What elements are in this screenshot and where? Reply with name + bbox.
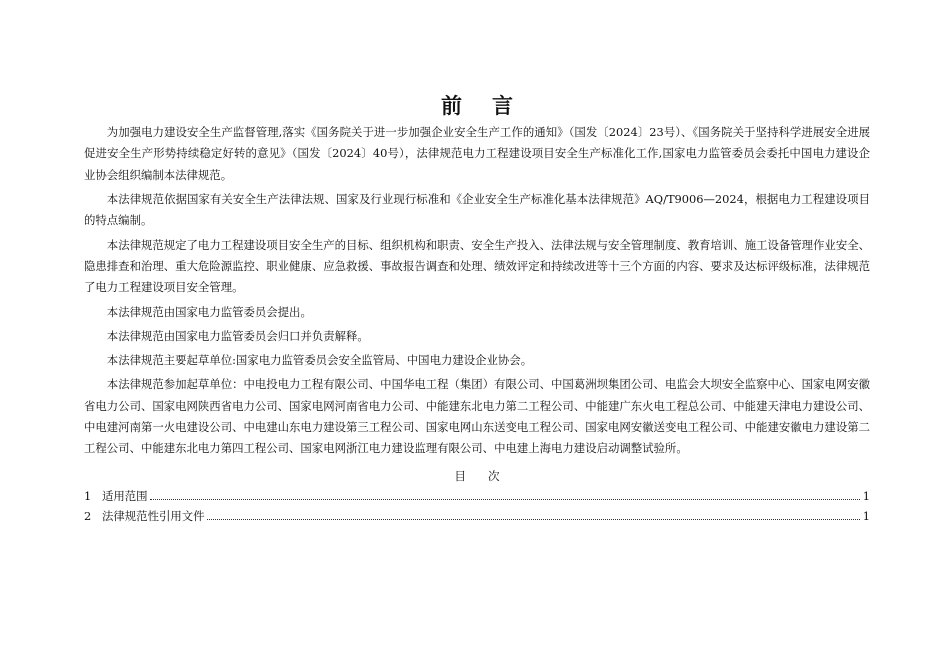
toc-entry-page: 1 <box>862 509 870 524</box>
preface-paragraph-3: 本法律规范规定了电力工程建设项目安全生产的目标、组织机构和职责、安全生产投入、法律法规与安全管理制度、教育培训、施工设备管理作业安全、隐患排查和治理、重大危险源监控、职业健康、应急救援、事故报告调查和处理、绩效评定和持续改进等十三个方面的内容、要求及达标评级标准，法律规范了电力工程建设项目安全管理。 <box>84 237 870 295</box>
page-title: 前言 <box>441 93 543 118</box>
preface-paragraph-7: 本法律规范参加起草单位：中电投电力工程有限公司、中国华电工程（集团）有限公司、中国葛洲坝集团公司、电监会大坝安全监察中心、国家电网安徽省电力公司、国家电网陕西省电力公司、国家电网河南省电力公司、中能建东北电力第二工程公司、中能建广东火电工程总公司、中能建天津电力建设公司、中电建河南第一火电建设公司、中电建山东电力建设第三工程公司、国家电网山东送变电工程公司、国家电网安徽送变电工程公司、中能建安徽电力建设第二工程公司、中能建东北电力第四工程公司、国家电网浙江电力建设监理有限公司、中电建上海电力建设启动调整试验所。 <box>84 377 870 456</box>
document-page <box>84 92 870 527</box>
preface-paragraph-6: 本法律规范主要起草单位:国家电力监管委员会安全监管局、中国电力建设企业协会。 <box>106 353 533 368</box>
toc-title: 目次 <box>454 468 522 483</box>
toc-entry-page: 1 <box>862 488 870 503</box>
toc-entry-number: 1 <box>84 488 92 503</box>
toc-entry-text: 法律规范性引用文件 <box>102 509 205 524</box>
preface-paragraph-1: 为加强电力建设安全生产监督管理,落实《国务院关于进一步加强企业安全生产工作的通知》（国发〔2024〕23号）、《国务院关于坚持科学进展安全进展促进安全生产形势持续稳定好转的意见》（国发〔2024〕40号），法律规范电力工程建设项目安全生产标准化工作,国家电力监管委员会委托中国电力建设企业协会组织编制本法律规范。 <box>84 125 870 182</box>
preface-paragraph-5: 本法律规范由国家电力监管委员会归口并负责解释。 <box>106 328 369 343</box>
preface-paragraph-2: 本法律规范依据国家有关安全生产法律法规、国家及行业现行标准和《企业安全生产标准化基本法律规范》AQ/T9006—2024，根据电力工程建设项目的特点编制。 <box>84 192 870 228</box>
toc-entry-number: 2 <box>84 509 92 524</box>
toc-entry-text: 适用范围 <box>102 488 148 503</box>
preface-paragraph-4: 本法律规范由国家电力监管委员会提出。 <box>106 304 312 319</box>
toc-leader-dots <box>150 498 860 500</box>
toc-leader-dots <box>207 518 860 520</box>
toc-entry[interactable] <box>84 506 870 527</box>
toc-entry[interactable] <box>84 486 870 507</box>
